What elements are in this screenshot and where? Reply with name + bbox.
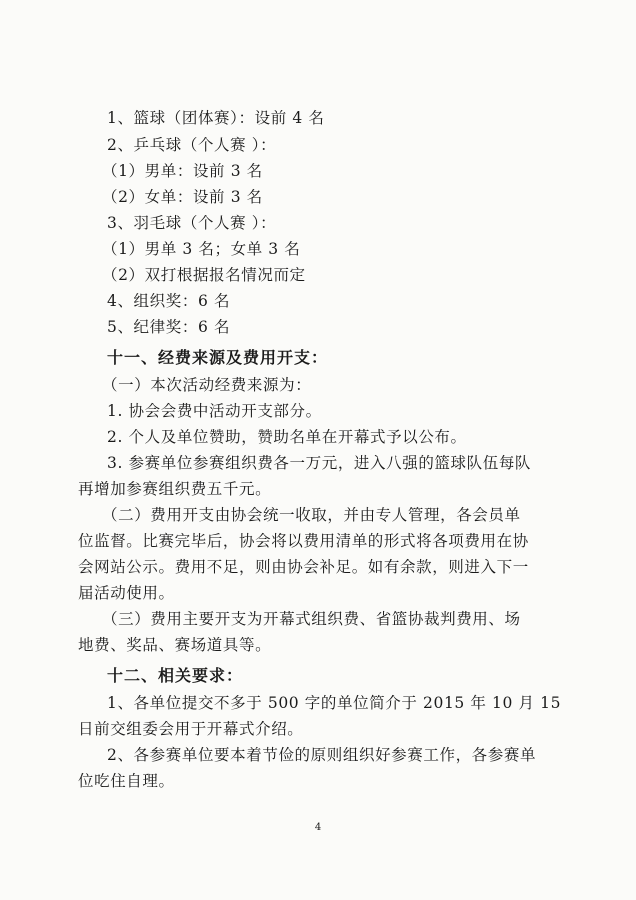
section-11-line: （一）本次活动经费来源为： [102, 376, 312, 394]
section-11-line: （二）费用开支由协会统一收取，并由专人管理，各会员单 [102, 506, 521, 524]
award-line: 2、乒乓球（个人赛 ）： [107, 136, 277, 154]
award-line: （2）双打根据报名情况而定 [102, 266, 306, 284]
award-line: （1）男单 3 名；女单 3 名 [102, 240, 301, 258]
section-11-line: 再增加参赛组织费五千元。 [78, 480, 272, 498]
section-12-line: 1、各单位提交不多于 500 字的单位简介于 2015 年 10 月 15 [107, 694, 562, 712]
section-11-line: 会网站公示。费用不足，则由协会补足。如有余款，则进入下一 [78, 558, 529, 576]
section-12-line: 位吃住自理。 [78, 772, 175, 790]
award-line: 4、组织奖：6 名 [107, 292, 231, 310]
section-11-line: 2. 个人及单位赞助，赞助名单在开幕式予以公布。 [107, 428, 467, 446]
section-11-heading: 十一、经费来源及费用开支： [107, 348, 329, 367]
section-11-line: 1. 协会会费中活动开支部分。 [107, 402, 322, 420]
award-line: （1）男单：设前 3 名 [102, 162, 263, 180]
award-line: 1、篮球（团体赛）：设前 4 名 [107, 109, 325, 127]
award-line: 3、羽毛球（个人赛 ）： [107, 214, 277, 232]
section-11-line: 位监督。比赛完毕后，协会将以费用清单的形式将各项费用在协 [78, 532, 529, 550]
award-line: 5、纪律奖：6 名 [107, 318, 231, 336]
section-11-line: 地费、奖品、赛场道具等。 [78, 636, 272, 654]
section-11-line: 3. 参赛单位参赛组织费各一万元，进入八强的篮球队伍每队 [107, 454, 532, 472]
section-12-line: 日前交组委会用于开幕式介绍。 [78, 720, 304, 738]
section-12-heading: 十二、相关要求： [107, 666, 244, 685]
section-12-line: 2、各参赛单位要本着节俭的原则组织好参赛工作，各参赛单 [107, 746, 537, 764]
section-11-line: 届活动使用。 [78, 584, 175, 602]
page-number: 4 [314, 822, 322, 833]
section-11-line: （三）费用主要开支为开幕式组织费、省篮协裁判费用、场 [102, 610, 521, 628]
award-line: （2）女单：设前 3 名 [102, 188, 263, 206]
